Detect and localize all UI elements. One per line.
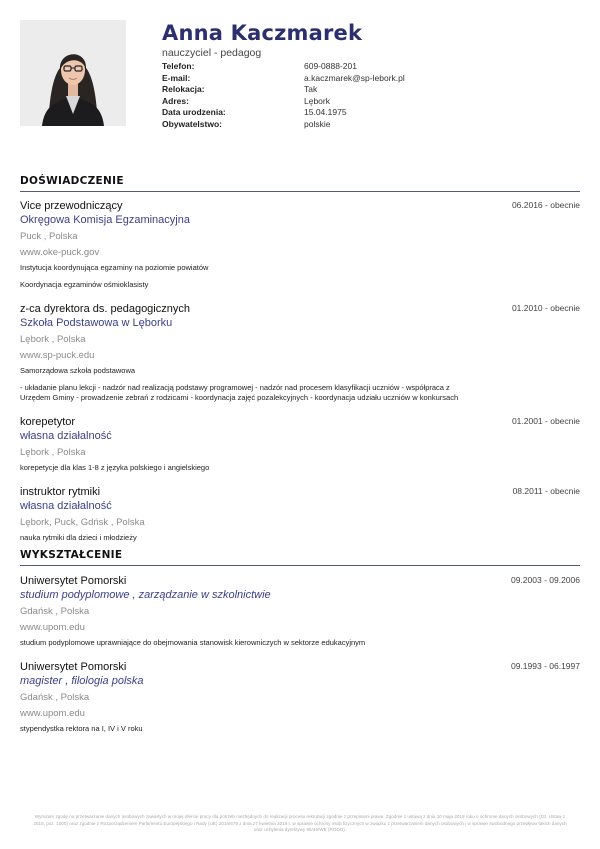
citizenship-value: polskie: [304, 118, 331, 129]
job-date: 01.2001 - obecnie: [511, 416, 580, 426]
info-row-birthdate: [162, 107, 582, 119]
job-date: 01.2010 - obecnie: [511, 303, 580, 313]
education-section: [20, 548, 580, 734]
job-description: Samorządowa szkoła podstawowa: [20, 366, 136, 375]
job-location: Puck , Polska: [20, 231, 78, 242]
job-organization: własna działalność: [20, 430, 112, 442]
email-value: a.kaczmarek@sp-lebork.pl: [304, 72, 405, 83]
job-organization: Szkoła Podstawowa w Lęborku: [20, 317, 173, 329]
job-duties: Koordynacja egzaminów ośmioklasisty: [20, 280, 149, 289]
info-label: Adres:: [162, 95, 189, 106]
study-description: studium podyplomowe uprawniające do obejmowania stanowisk kierowniczych w sektorze edukacyjnym: [20, 638, 366, 647]
study-field: magister , filologia polska: [20, 675, 144, 687]
job-website[interactable]: www.oke-puck.gov: [20, 247, 100, 258]
job-description: korepetycje dla klas 1-8 z języka polskiego i angielskiego: [20, 463, 210, 472]
education-entry: [20, 574, 580, 648]
school-website[interactable]: www.upom.edu: [20, 622, 85, 633]
info-row-address: [162, 96, 582, 108]
job-role: Vice przewodniczący: [20, 200, 123, 212]
info-label: Telefon:: [162, 61, 195, 71]
info-label: Data urodzenia:: [162, 107, 226, 117]
job-role: instruktor rytmiki: [20, 486, 101, 498]
job-location: Lębork, Puck, Gdńsk , Polska: [20, 517, 145, 528]
job-location: Lębork , Polska: [20, 334, 86, 345]
info-row-email: [162, 73, 582, 85]
info-label: E-mail:: [162, 72, 191, 83]
study-description: stypendystka rektora na I, IV i V roku: [20, 724, 143, 733]
job-description: Instytucja koordynująca egzaminy na poziomie powiatów: [20, 263, 209, 272]
gdpr-consent-clause: Wyrażam zgodę na przetwarzanie danych osobowych zawartych w mojej ofercie pracy dla potrzeb niezbędnych do realizacji procesu rekrutacji zgodnie z przepisami prawa. Zgodnie z ustawą z dnia 10 maja 2018 roku o ochronie danych osobowych (Dz. Ustaw z 2018, poz. 1000) oraz zgodnie z Rozporządzeniem Parlamentu Europejskiego i Rady (UE) 2016/679 z dnia 27 kwietnia 2016 r. w sprawie ochrony osób fizycznych w związku z przetwarzaniem danych osobowych i w sprawie swobodnego przepływu takich danych oraz uchylenia dyrektywy 95/46/WE (RODO).: [33, 814, 567, 832]
cv-header: [162, 20, 582, 130]
address-value: Lębork: [304, 95, 330, 106]
school-location: Gdańsk , Polska: [20, 606, 90, 617]
job-organization: Okręgowa Komisja Egzaminacyjna: [20, 214, 190, 226]
school-location: Gdańsk , Polska: [20, 692, 90, 703]
job-date: 06.2016 - obecnie: [511, 200, 580, 210]
relocation-value: Tak: [304, 84, 318, 94]
job-role: korepetytor: [20, 416, 76, 428]
contact-info: [162, 61, 582, 130]
birthdate-value: 15.04.1975: [304, 107, 347, 117]
study-date: 09.1993 - 06.1997: [510, 661, 580, 671]
candidate-title: nauczyciel - pedagog: [162, 47, 262, 59]
section-divider: [20, 191, 580, 192]
experience-entry: [20, 485, 580, 543]
study-field: studium podyplomowe , zarządzanie w szkolnictwie: [20, 589, 271, 601]
section-title: DOŚWIADCZENIE: [20, 175, 124, 187]
job-duties: - układanie planu lekcji - nadzór nad realizacją podstawy programowej - nadzór nad procesem klasyfikacji uczniów - współpraca z Urzędem Gminy - prowadzenie zebrań z rodzicami - koordynacja zajęć pozalekcyjnych - koordynacja udziału uczniów w konkursach: [20, 383, 459, 402]
experience-entry: [20, 415, 580, 473]
job-location: Lębork , Polska: [20, 447, 86, 458]
job-organization: własna działalność: [20, 500, 112, 512]
experience-section: [20, 174, 580, 543]
section-divider: [20, 565, 580, 566]
school-name: Uniwersytet Pomorski: [20, 661, 127, 673]
job-role: z-ca dyrektora ds. pedagogicznych: [20, 303, 190, 315]
phone-value: 609-0888-201: [304, 61, 357, 71]
experience-entry: [20, 302, 580, 403]
job-website[interactable]: www.sp-puck.edu: [20, 350, 95, 361]
info-row-phone: [162, 61, 582, 73]
section-title: WYKSZTAŁCENIE: [20, 549, 123, 561]
info-label: Relokacja:: [162, 84, 205, 94]
school-name: Uniwersytet Pomorski: [20, 575, 127, 587]
profile-photo: [20, 20, 126, 126]
candidate-name: Anna Kaczmarek: [162, 21, 363, 45]
person-portrait-icon: [20, 20, 126, 126]
experience-entry: [20, 199, 580, 290]
job-date: 08.2011 - obecnie: [512, 486, 580, 496]
education-entry: [20, 660, 580, 734]
info-row-citizenship: [162, 119, 582, 131]
school-website[interactable]: www.upom.edu: [20, 708, 85, 719]
job-description: nauka rytmiki dla dzieci i młodzieży: [20, 533, 137, 542]
info-label: Obywatelstwo:: [162, 118, 222, 129]
study-date: 09.2003 - 09.2006: [510, 575, 580, 585]
info-row-relocation: [162, 84, 582, 96]
